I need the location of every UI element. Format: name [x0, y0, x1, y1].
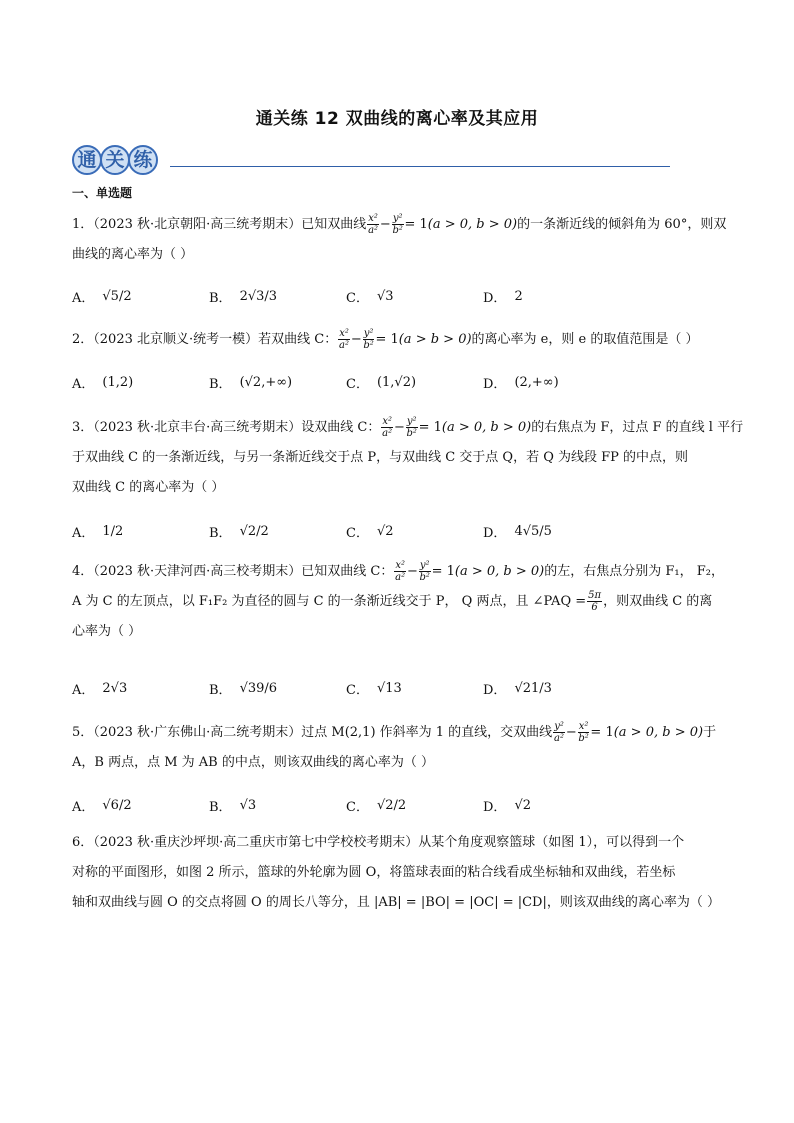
option-c[interactable]: √2: [376, 524, 394, 539]
option-d[interactable]: √2: [514, 798, 531, 813]
option-c[interactable]: √13: [376, 681, 402, 696]
section-heading: 一、单选题: [72, 186, 133, 200]
option-c[interactable]: √3: [376, 289, 394, 304]
question-4-options: A． 2√3 B． √39/6 C． √13 D． √21/3: [72, 681, 552, 698]
option-a[interactable]: (1,2): [102, 375, 134, 390]
question-2: 2．（2023 北京顺义·统考一模）若双曲线 C： $\frac{\text{x²}}{\text{a²}}$ − $\frac{\text{y²}}{\text{b²}}$ = 1(a > b > 0)的离心率为 e，则 e 的取值范围是（ ）: [72, 328, 699, 351]
header-rule: [170, 166, 670, 167]
option-c[interactable]: (1,√2): [376, 375, 417, 390]
option-b[interactable]: √2/2: [239, 524, 269, 539]
section-badge: [72, 145, 156, 175]
question-5-options: A． √6/2 B． √3 C． √2/2 D． √2: [72, 798, 531, 815]
option-d[interactable]: √21/3: [514, 681, 552, 696]
question-1: 1．（2023 秋·北京朝阳·高三统考期末）已知双曲线 $\frac{\text{x²}}{\text{a²}}$ − $\frac{\text{y²}}{\text{b²}}$ = 1(a > 0, b > 0)的一条渐近线的倾斜角为 60°，则双 曲线的离心率为（ ）: [72, 213, 727, 262]
question-2-options: A． (1,2) B． (√2,+∞) C． (1,√2) D． (2,+∞): [72, 375, 559, 392]
option-a[interactable]: 2√3: [102, 681, 128, 696]
badge-char: 关: [100, 145, 130, 175]
option-d[interactable]: 2: [514, 289, 523, 304]
question-4: 4．（2023 秋·天津河西·高三校考期末）已知双曲线 C： $\frac{\text{x²}}{\text{a²}}$ − $\frac{\text{y²}}{\text{b²}}$ = 1(a > 0, b > 0)的左，右焦点分别为 F₁， F₂， A 为 C 的左顶点，以 F₁F₂ 为直径的圆与 C 的一条渐近线交于 P， Q 两点，且 ∠PAQ = $\frac{5\pi}{6}$ ，则双曲线 C 的离 心率为（ ）: [72, 560, 724, 639]
option-a[interactable]: √5/2: [102, 289, 132, 304]
question-1-options: A． √5/2 B． 2√3/3 C． √3 D． 2: [72, 289, 523, 306]
badge-char: 通: [72, 145, 102, 175]
question-3: 3．（2023 秋·北京丰台·高三统考期末）设双曲线 C： $\frac{\text{x²}}{\text{a²}}$ − $\frac{\text{y²}}{\text{b²}}$ = 1(a > 0, b > 0)的右焦点为 F，过点 F 的直线 l 平行 于双曲线 C 的一条渐近线，与另一条渐近线交于点 P，与双曲线 C 交于点 Q，若 Q 为线段 FP 的中点，则 双曲线 C 的离心率为（ ）: [72, 416, 744, 495]
question-6: 6．（2023 秋·重庆沙坪坝·高二重庆市第七中学校校考期末）从某个角度观察篮球（如图 1），可以得到一个 对称的平面图形，如图 2 所示，篮球的外轮廓为圆 O，将篮球表面的粘合线看成坐标轴和双曲线，若坐标 轴和双曲线与圆 O 的交点将圆 O 的周长八等分，且 |AB| = |BO| = |OC| = |CD|，则该双曲线的离心率为（ ）: [72, 835, 720, 910]
page-title: 通关练 12 双曲线的离心率及其应用: [255, 109, 539, 129]
question-3-options: A． 1/2 B． √2/2 C． √2 D． 4√5/5: [72, 524, 552, 541]
option-c[interactable]: √2/2: [376, 798, 407, 813]
option-b[interactable]: √3: [239, 798, 257, 813]
option-d[interactable]: (2,+∞): [514, 375, 559, 390]
option-b[interactable]: 2√3/3: [239, 289, 278, 304]
option-a[interactable]: 1/2: [102, 524, 124, 539]
option-b[interactable]: (√2,+∞): [239, 375, 293, 390]
option-a[interactable]: √6/2: [102, 798, 132, 813]
question-5: 5．（2023 秋·广东佛山·高二统考期末）过点 M(2,1) 作斜率为 1 的直线，交双曲线 $\frac{\text{y²}}{\text{a²}}$ − $\frac{\text{x²}}{\text{b²}}$ = 1(a > 0, b > 0)于 A，B 两点，点 M 为 AB 的中点，则该双曲线的离心率为（ ）: [72, 721, 717, 770]
option-d[interactable]: 4√5/5: [514, 524, 552, 539]
badge-char: 练: [128, 145, 158, 175]
option-b[interactable]: √39/6: [239, 681, 278, 696]
